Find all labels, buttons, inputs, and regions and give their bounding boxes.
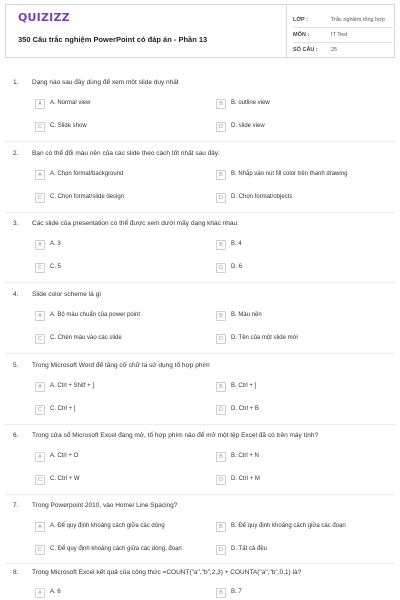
question-number: 5. <box>13 362 19 369</box>
option-a[interactable] <box>35 382 210 394</box>
meta-separator <box>293 27 393 28</box>
option-letter-box: A <box>35 311 45 321</box>
document-header <box>5 4 395 58</box>
document-title: 350 Câu trắc nghiệm PowerPoint có đáp án - Phần 13 <box>18 35 208 44</box>
option-text: A. 6 <box>50 589 61 595</box>
question-text: Trong Microsoft Excel kết quả của công thức =COUNT("a","b",2,3) + COUNTA("a","b",0,1) là? <box>32 569 302 576</box>
option-a[interactable] <box>35 588 210 600</box>
question-text: Dạng nào sau đây dùng để xem một slide duy nhất <box>32 79 179 86</box>
option-text: B. Ctrl + N <box>231 453 259 459</box>
question-divider <box>5 282 395 283</box>
option-letter-box: D <box>216 405 226 415</box>
option-letter-box: B <box>216 522 226 532</box>
option-b[interactable] <box>216 311 391 323</box>
option-d[interactable] <box>216 475 391 487</box>
question-number: 7. <box>13 502 19 509</box>
option-a[interactable] <box>35 99 210 111</box>
option-text: D. Ctrl + M <box>231 476 260 482</box>
option-a[interactable] <box>35 522 210 534</box>
option-letter-box: D <box>216 334 226 344</box>
option-text: B. outline view <box>231 100 270 106</box>
meta-separator <box>293 42 393 43</box>
option-text: A. Ctrl + Shitf + ] <box>50 383 95 389</box>
option-text: B. Để quy định khoảng cách giữa các đoạn <box>231 523 346 529</box>
option-letter-box: A <box>35 522 45 532</box>
option-letter-box: B <box>216 170 226 180</box>
option-text: B. Màu nền <box>231 312 262 318</box>
option-text: C. Chèn màu vào các slide <box>50 335 122 341</box>
option-letter-box: C <box>35 405 45 415</box>
option-a[interactable] <box>35 170 210 182</box>
option-text: C. 5 <box>50 264 62 270</box>
meta-class-value: Trắc nghiệm tổng hợp <box>331 17 385 23</box>
option-text: A. Normal view <box>50 100 91 106</box>
question-text: Slide color scheme là gì <box>32 291 102 298</box>
option-letter-box: D <box>216 263 226 273</box>
option-text: D. Tên của một slide mới <box>231 335 298 341</box>
option-d[interactable] <box>216 334 391 346</box>
option-letter-box: B <box>216 452 226 462</box>
option-c[interactable] <box>35 122 210 134</box>
question-text: Các slide của presentation có thể được xem dưới mấy dạng khác nhau: <box>32 220 239 227</box>
option-text: C. Chọn format/slide design <box>50 194 125 200</box>
question-number: 1. <box>13 79 19 86</box>
option-c[interactable] <box>35 263 210 275</box>
option-b[interactable] <box>216 382 391 394</box>
option-b[interactable] <box>216 99 391 111</box>
option-text: A. Chọn format/background <box>50 171 124 177</box>
option-text: A. Để quy định khoảng cách giữa các dòng <box>50 523 165 529</box>
option-letter-box: B <box>216 240 226 250</box>
question-number: 6. <box>13 432 19 439</box>
option-d[interactable] <box>216 193 391 205</box>
header-divider <box>286 5 287 57</box>
option-c[interactable] <box>35 475 210 487</box>
option-letter-box: C <box>35 475 45 485</box>
option-letter-box: B <box>216 382 226 392</box>
option-letter-box: C <box>35 122 45 132</box>
option-letter-box: C <box>35 263 45 273</box>
meta-count-value: 25 <box>331 47 338 53</box>
option-text: D. slide view <box>231 123 265 129</box>
option-b[interactable] <box>216 240 391 252</box>
option-b[interactable] <box>216 588 391 600</box>
meta-subject-label: MÔN : <box>293 32 310 38</box>
option-b[interactable] <box>216 452 391 464</box>
option-text: C. Ctrl + W <box>50 476 80 482</box>
option-a[interactable] <box>35 452 210 464</box>
option-c[interactable] <box>35 405 210 417</box>
option-text: C. Để quy định khoảng cách giữa các dòng, đoạn <box>50 546 182 552</box>
option-letter-box: D <box>216 122 226 132</box>
meta-count-label: SỐ CÂU : <box>293 47 318 53</box>
option-letter-box: A <box>35 240 45 250</box>
option-text: A. Bộ màu chuẩn của power point <box>50 312 141 318</box>
question-number: 8. <box>13 569 19 576</box>
option-d[interactable] <box>216 545 391 557</box>
question-divider <box>5 424 395 425</box>
option-c[interactable] <box>35 334 210 346</box>
option-letter-box: A <box>35 99 45 109</box>
option-letter-box: A <box>35 452 45 462</box>
option-a[interactable] <box>35 240 210 252</box>
meta-class-label: LỚP : <box>293 17 308 23</box>
option-letter-box: C <box>35 193 45 203</box>
question-divider <box>5 141 395 142</box>
question-divider <box>5 494 395 495</box>
option-a[interactable] <box>35 311 210 323</box>
option-letter-box: C <box>35 545 45 555</box>
option-text: D. 6 <box>231 264 243 270</box>
option-letter-box: B <box>216 99 226 109</box>
option-letter-box: A <box>35 588 45 598</box>
question-divider <box>5 212 395 213</box>
option-text: B. 7 <box>231 589 242 595</box>
question-divider <box>5 353 395 354</box>
option-text: A. 3 <box>50 241 61 247</box>
option-text: C. Slide show <box>50 123 87 129</box>
option-d[interactable] <box>216 405 391 417</box>
option-b[interactable] <box>216 522 391 534</box>
option-c[interactable] <box>35 193 210 205</box>
option-letter-box: B <box>216 311 226 321</box>
option-letter-box: B <box>216 588 226 598</box>
option-letter-box: D <box>216 545 226 555</box>
option-c[interactable] <box>35 545 210 557</box>
option-text: D. Ctrl + B <box>231 406 259 412</box>
option-text: D. Tất cả đều <box>231 546 267 552</box>
option-letter-box: D <box>216 475 226 485</box>
option-letter-box: C <box>35 334 45 344</box>
question-text: Trong Microsoft Word để tăng cỡ chữ ta sử dụng tổ hợp phím <box>32 362 210 369</box>
question-number: 3. <box>13 220 19 227</box>
question-number: 2. <box>13 150 19 157</box>
meta-subject-value: IT Test <box>331 32 348 38</box>
question-number: 4. <box>13 291 19 298</box>
option-text: B. Ctrl + ] <box>231 383 257 389</box>
option-text: C. Ctrl + [ <box>50 406 76 412</box>
option-d[interactable] <box>216 122 391 134</box>
option-text: B. Nhắp vào nút fill color trên thanh drawing <box>231 171 348 177</box>
option-text: B. 4 <box>231 241 242 247</box>
option-letter-box: A <box>35 382 45 392</box>
option-letter-box: A <box>35 170 45 180</box>
question-text: Bạn có thể đổi màu nền của các slide theo cách tốt nhất sau đây: <box>32 150 220 157</box>
option-d[interactable] <box>216 263 391 275</box>
question-text: Trong cửa sổ Microsoft Excel đang mở, tổ hợp phím nào để mở một tệp Excel đã có trên máy tính? <box>32 432 319 439</box>
question-divider <box>5 563 395 564</box>
option-letter-box: D <box>216 193 226 203</box>
option-text: D. Chọn format/objects <box>231 194 293 200</box>
quizizz-logo: QUIZIZZ <box>18 11 70 24</box>
option-text: A. Ctrl + O <box>50 453 79 459</box>
option-b[interactable] <box>216 170 391 182</box>
question-text: Trong Powerpoint 2010, vào Home/ Line Spacing? <box>32 502 178 509</box>
